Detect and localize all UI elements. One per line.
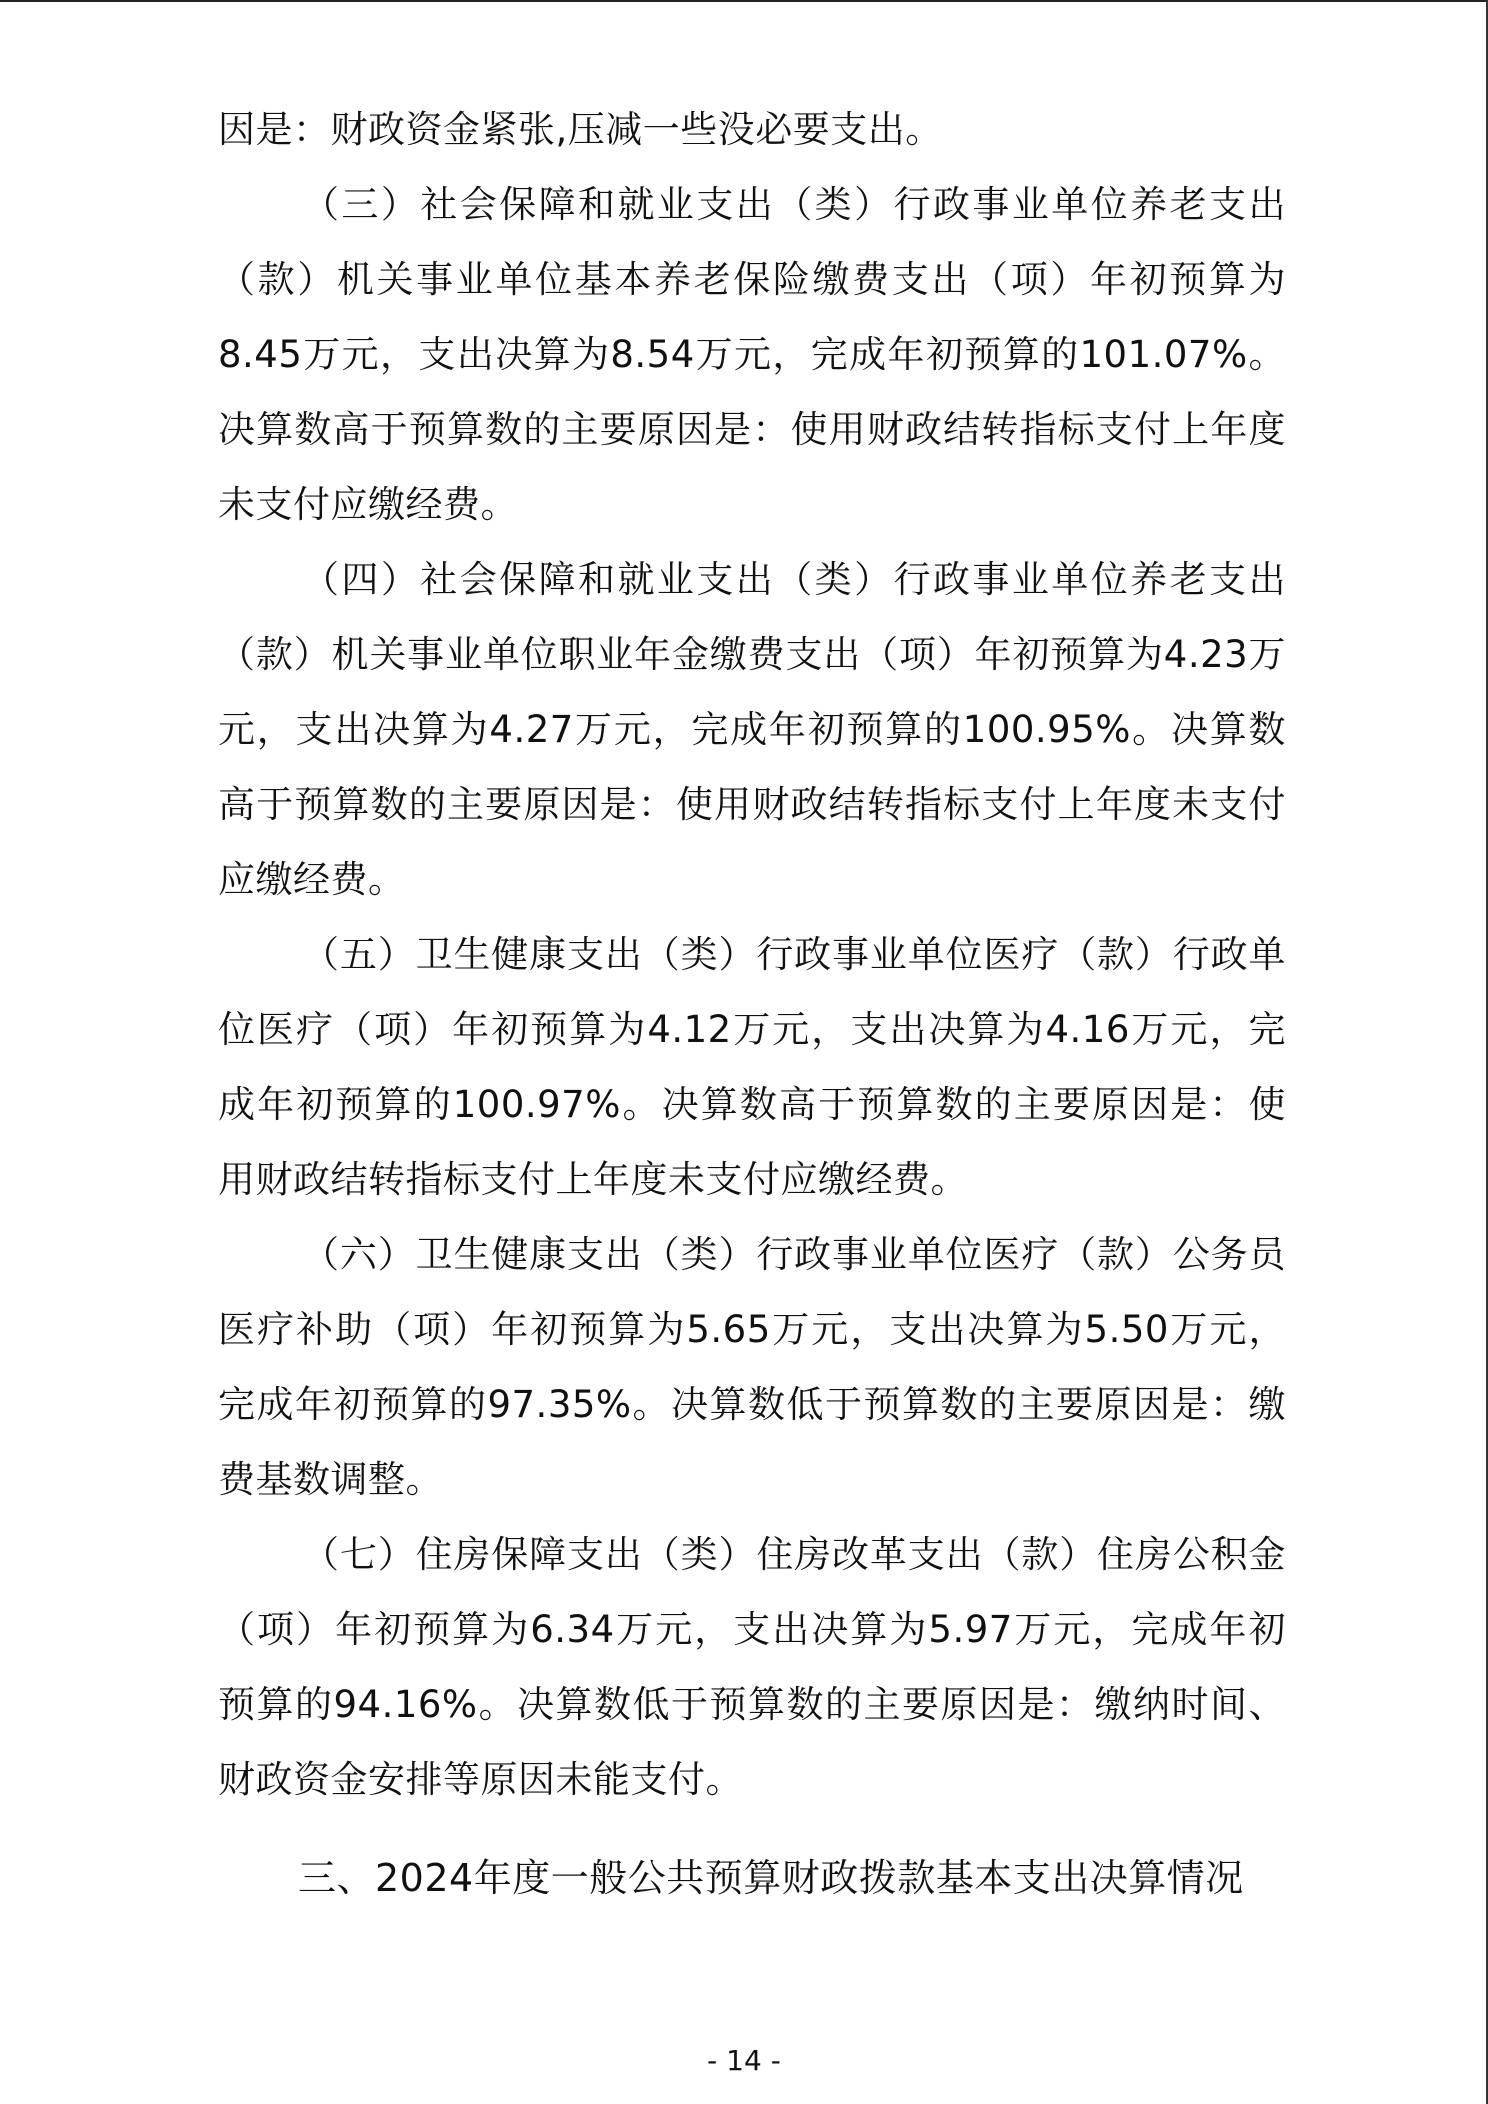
section-heading: 三、2024年度一般公共预算财政拨款基本支出决算情况 xyxy=(298,1856,1244,1900)
paragraph-item-5: （五）卫生健康支出（类）行政事业单位医疗（款）行政单位医疗（项）年初预算为4.12万元，支出决算为4.16万元，完成年初预算的100.97%。决算数高于预算数的主要原因是：使用财政结转指标支付上年度未支付应缴经费。 xyxy=(218,933,1286,1201)
paragraph-item-6: （六）卫生健康支出（类）行政事业单位医疗（款）公务员医疗补助（项）年初预算为5.65万元，支出决算为5.50万元，完成年初预算的97.35%。决算数低于预算数的主要原因是：缴费基数调整。 xyxy=(218,1233,1286,1501)
paragraph-item-3: （三）社会保障和就业支出（类）行政事业单位养老支出（款）机关事业单位基本养老保险缴费支出（项）年初预算为8.45万元，支出决算为8.54万元，完成年初预算的101.07%。决算数高于预算数的主要原因是：使用财政结转指标支付上年度未支付应缴经费。 xyxy=(218,183,1286,526)
document-body xyxy=(218,92,1286,1916)
paragraph-continuation: 因是：财政资金紧张,压减一些没必要支出。 xyxy=(218,108,943,151)
paragraph-item-7: （七）住房保障支出（类）住房改革支出（款）住房公积金（项）年初预算为6.34万元，支出决算为5.97万元，完成年初预算的94.16%。决算数低于预算数的主要原因是：缴纳时间、财政资金安排等原因未能支付。 xyxy=(218,1533,1286,1801)
page-number: - 14 - xyxy=(707,2044,781,2077)
paragraph-item-4: （四）社会保障和就业支出（类）行政事业单位养老支出（款）机关事业单位职业年金缴费支出（项）年初预算为4.23万元，支出决算为4.27万元，完成年初预算的100.95%。决算数高于预算数的主要原因是：使用财政结转指标支付上年度未支付应缴经费。 xyxy=(218,558,1286,901)
top-border-line xyxy=(0,0,1488,2)
